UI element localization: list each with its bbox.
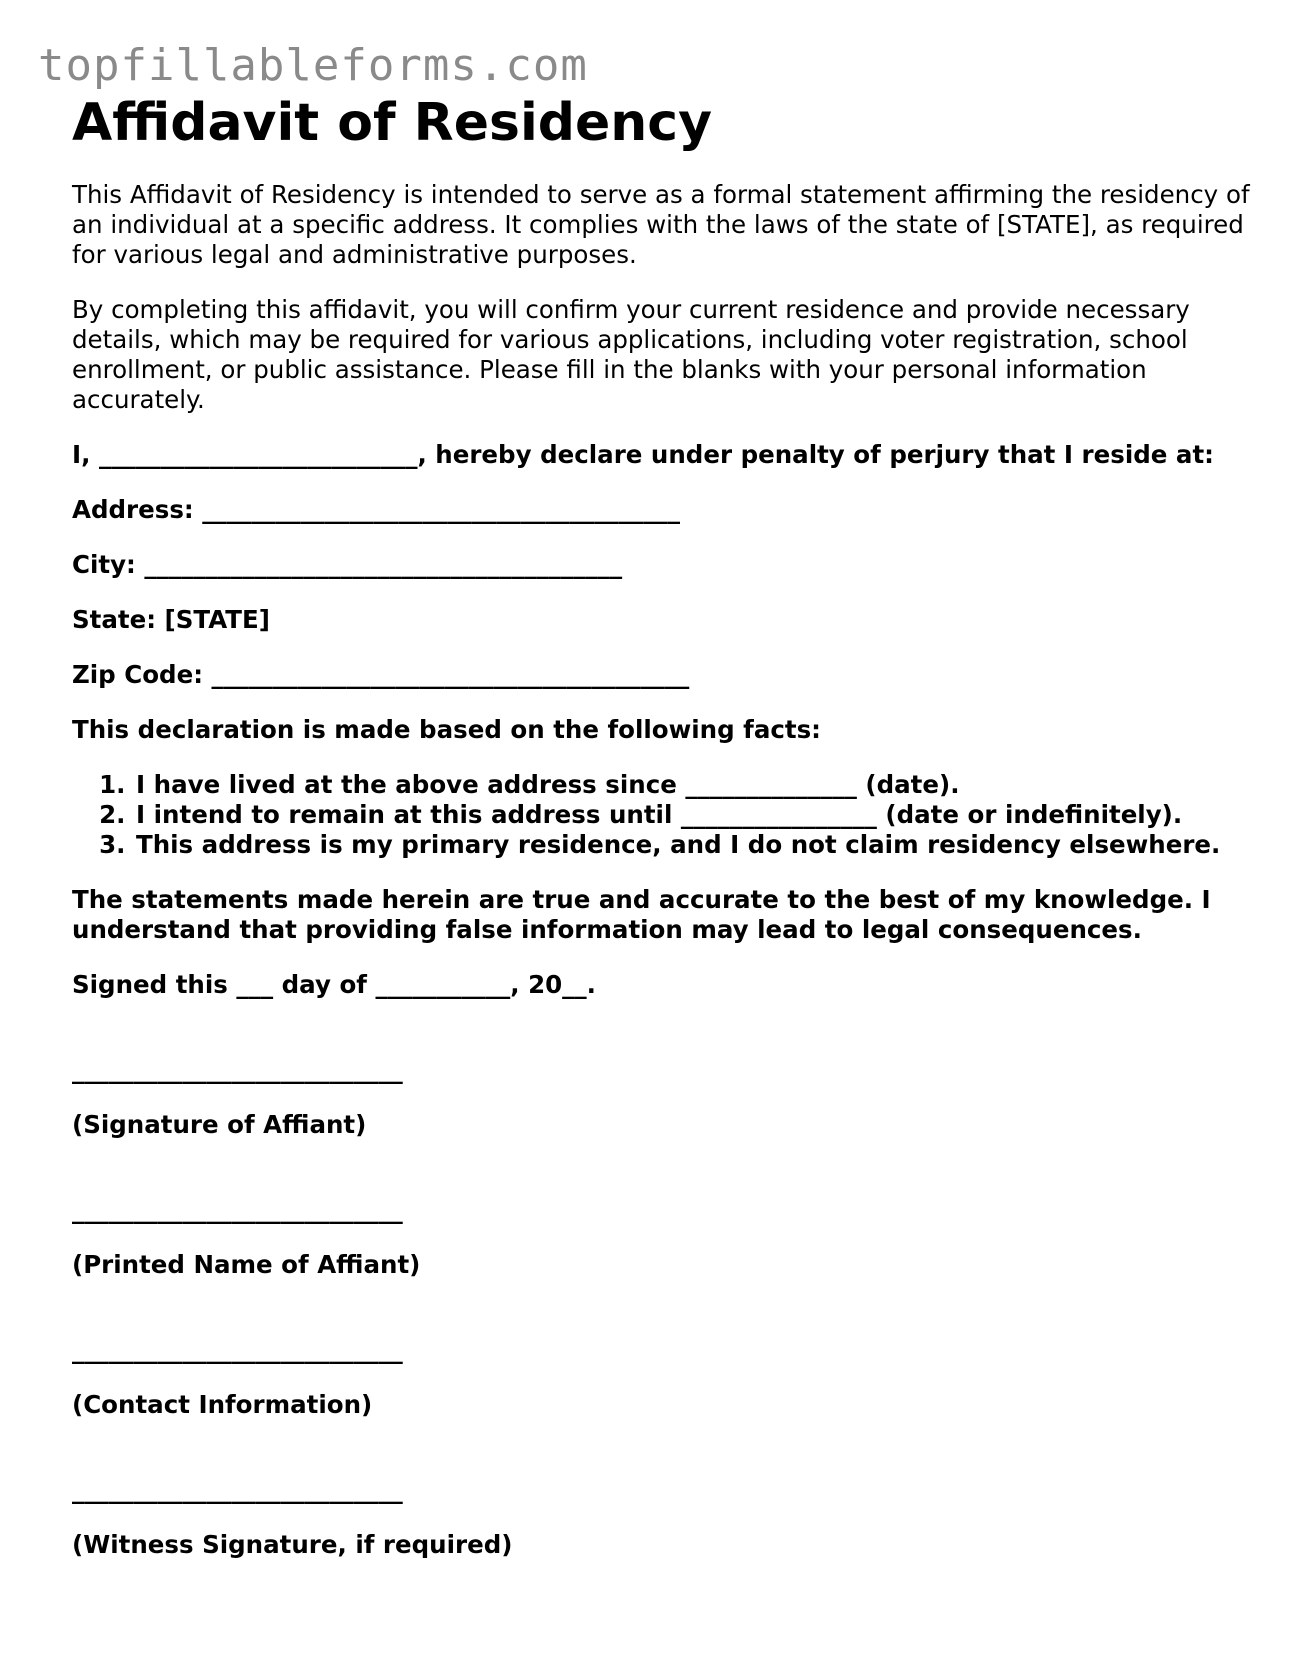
printed-name-label: (Printed Name of Affiant) (72, 1250, 421, 1279)
affidavit-document (72, 88, 1252, 1560)
witness-signature-label: (Witness Signature, if required) (72, 1530, 513, 1559)
city-field: City: _______________________________________ (72, 550, 623, 579)
intro-paragraph-1: This Affidavit of Residency is intended to serve as a formal statement affirming the residency of an individual at a specific address. It complies with the laws of the state of [STATE], as required for various legal and administrative purposes. (72, 180, 1250, 269)
fact-item: 2. I intend to remain at this address until ________________ (date or indefinitely). (134, 800, 1252, 830)
printed-name-line: ___________________________ (72, 1195, 403, 1224)
facts-list (72, 770, 1252, 860)
intro-paragraph-2: By completing this affidavit, you will confirm your current residence and provide necessary details, which may be required for various applications, including voter registration, school enrollment, or public assistance. Please fill in the blanks with your personal information accurately. (72, 295, 1190, 414)
contact-info-line: ___________________________ (72, 1335, 403, 1364)
state-field: State: [STATE] (72, 605, 270, 634)
signature-line: ___________________________ (72, 1055, 403, 1084)
watermark: topfillableforms.com (38, 40, 588, 91)
page-title: Affidavit of Residency (72, 93, 712, 153)
witness-signature-line: ___________________________ (72, 1475, 403, 1504)
fact-item: 1. I have lived at the above address since ______________ (date). (134, 770, 1252, 800)
signed-date-line: Signed this ___ day of ___________, 20__. (72, 970, 596, 999)
address-field: Address: _______________________________________ (72, 495, 680, 524)
fact-item: 3. This address is my primary residence, and I do not claim residency elsewhere. (134, 830, 1252, 860)
signature-label: (Signature of Affiant) (72, 1110, 367, 1139)
zip-code-field: Zip Code: _______________________________________ (72, 660, 690, 689)
declaration-statement: I, __________________________, hereby declare under penalty of perjury that I reside at: (72, 440, 1214, 469)
facts-heading: This declaration is made based on the following facts: (72, 715, 821, 744)
truth-statement: The statements made herein are true and accurate to the best of my knowledge. I understand that providing false information may lead to legal consequences. (72, 885, 1211, 944)
contact-info-label: (Contact Information) (72, 1390, 373, 1419)
